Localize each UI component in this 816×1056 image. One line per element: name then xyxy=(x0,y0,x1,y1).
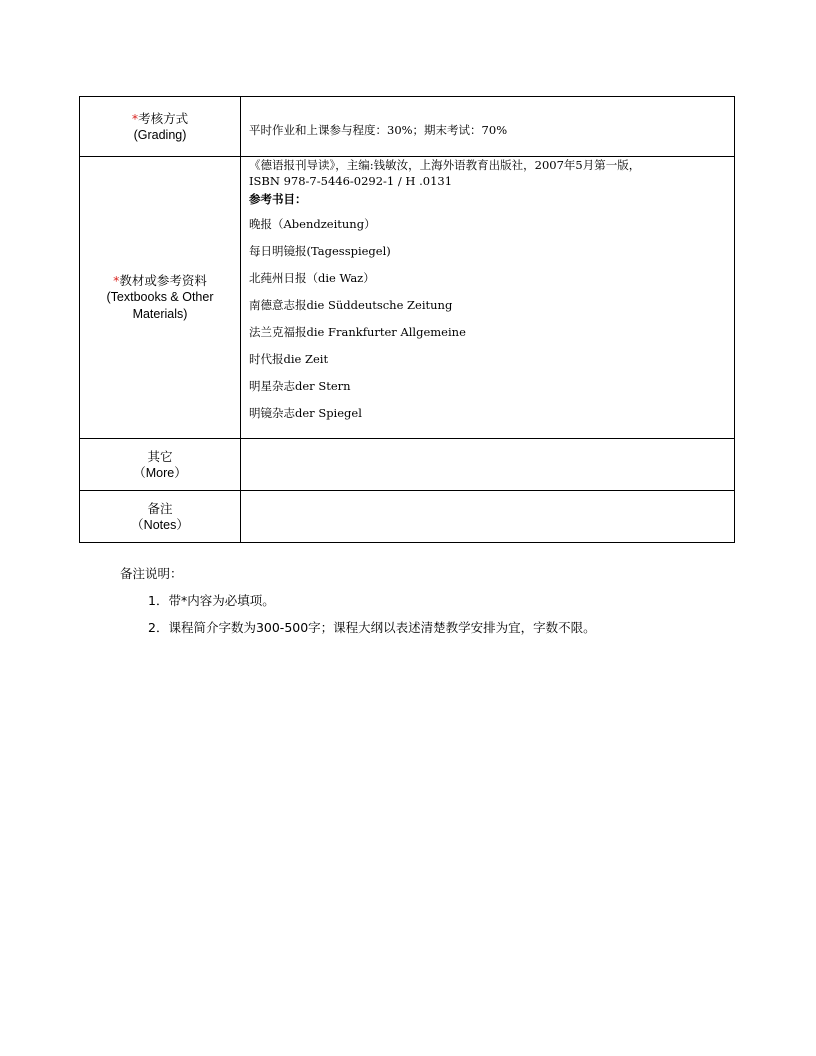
course-info-table xyxy=(79,96,735,543)
notes-label-cell xyxy=(80,491,241,543)
more-label-en: （More） xyxy=(133,465,187,480)
reference-item: 晚报（Abendzeitung） xyxy=(249,217,376,231)
grading-label-cell xyxy=(80,97,241,157)
more-content-cell xyxy=(241,439,735,491)
notes-content-cell xyxy=(241,491,735,543)
materials-content-cell xyxy=(241,157,735,439)
grading-content: 平时作业和上课参与程度：30%；期末考试：70% xyxy=(249,122,508,137)
grading-label-cn: 考核方式 xyxy=(138,110,189,126)
footnote-item: 2．课程简介字数为300-500字；课程大纲以表述清楚教学安排为宜，字数不限。 xyxy=(148,620,596,635)
notes-row xyxy=(80,491,735,543)
footnotes-title: 备注说明： xyxy=(120,566,183,581)
reference-item: 北莼州日报（die Waz） xyxy=(249,271,375,285)
textbook-line-1: 《德语报刊导读》，主编:钱敏汝，上海外语教育出版社，2007年5月第一版， xyxy=(249,158,641,172)
materials-row xyxy=(80,157,735,439)
reference-item: 时代报die Zeit xyxy=(249,352,329,366)
more-row xyxy=(80,439,735,491)
materials-label-en-2: Materials) xyxy=(132,307,188,321)
materials-label-en-1: (Textbooks & Other xyxy=(106,290,214,304)
footnote-item: 1．带*内容为必填项。 xyxy=(148,593,275,608)
textbook-line-2: ISBN 978-7-5446-0292-1 / H .0131 xyxy=(249,174,453,188)
materials-label-cn: 教材或参考资料 xyxy=(119,273,207,288)
required-star: * xyxy=(131,110,139,126)
reference-item: 每日明镜报(Tagesspiegel) xyxy=(249,244,391,258)
notes-label-cn: 备注 xyxy=(147,500,173,516)
more-label-cn: 其它 xyxy=(147,448,173,464)
footnotes xyxy=(120,560,596,641)
reference-item: 法兰克福报die Frankfurter Allgemeine xyxy=(249,325,466,339)
materials-label-cell xyxy=(80,157,241,439)
more-label-cell xyxy=(80,439,241,491)
reference-item: 明镜杂志der Spiegel xyxy=(249,406,362,420)
notes-label-en: （Notes） xyxy=(131,517,189,532)
reference-heading: 参考书目： xyxy=(249,192,307,206)
required-star: * xyxy=(113,273,120,288)
grading-row xyxy=(80,97,735,157)
reference-item: 明星杂志der Stern xyxy=(249,379,351,393)
reference-item: 南德意志报die Süddeutsche Zeitung xyxy=(249,298,453,312)
grading-label-en: (Grading) xyxy=(133,127,187,142)
grading-content-cell xyxy=(241,97,735,157)
